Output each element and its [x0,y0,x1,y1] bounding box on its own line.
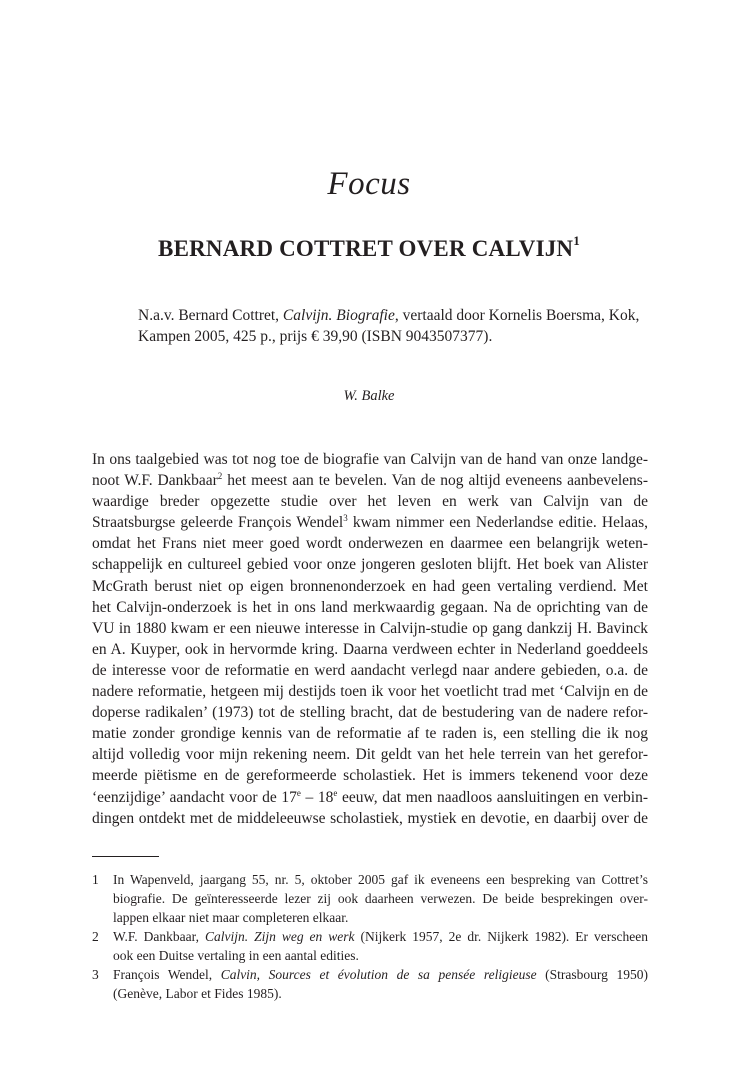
body-line: waardige breder opgezette studie over het leven en werk van Calvijn van de [92,493,648,511]
reviewed-book-reference [138,305,648,347]
footnote-text: W.F. Dankbaar, [113,929,205,944]
footnote-1 [92,870,648,927]
body-text-segment: kwam nimmer een Nederlandse editie. Helaas, [347,514,648,532]
cited-book-title: Calvin, Sources et évolution de sa pensée religieuse [220,967,537,982]
body-line: altijd volledig voor mijn rekening neem. Dit geldt van het hele terrein van het gerefor- [92,746,648,764]
article-title-text: BERNARD COTTRET OVER CALVIJN [158,236,574,261]
footnote-text: (Strasbourg 1950) [536,967,648,982]
body-line: het Calvijn-onderzoek is het in ons land merkwaardig gegaan. Na de oprichting van de [92,598,648,616]
body-line [92,512,648,533]
body-line: dingen ontdekt met de middeleeuwse scholastiek, mystiek en devotie, en daarbij over de [92,809,648,827]
body-text-segment: ‘eenzijdige’ aandacht voor de 17 [92,788,297,806]
body-line: de interesse voor de reformatie en werd aandacht verlegd naar andere gebieden, o.a. de [92,661,648,679]
body-line: meerde piëtisme en de gereformeerde scholastiek. Het is immers tekenend voor deze [92,767,648,785]
footnote-line: biografie. De geïnteresseerde lezer zij ook daarheen verwezen. De beide besprekingen over- [113,891,648,906]
footnote-line: (Genève, Labor et Fides 1985). [113,986,282,1001]
footnote-text: François Wendel, [113,967,221,982]
body-line [92,470,648,491]
body-paragraph [92,449,648,829]
footnote-line [113,965,648,984]
article-title [0,233,738,262]
review-author: W. Balke [343,388,395,404]
footnote-number: 2 [92,929,99,944]
body-line: doperse radikalen’ (1973) tot de stelling bracht, dat de bestudering van de nadere refor- [92,704,648,722]
body-text-segment: het meest aan te bevelen. Van de nog altijd eveneens aanbevelens- [222,472,649,490]
review-ref-line-1 [138,305,648,326]
review-details: , vertaald door Kornelis Boersma, Kok, [394,307,640,324]
footnote-line: lappen elkaar niet maar completeren elkaar. [113,910,349,925]
body-line: schappelijk en cultureel gebied voor onze jongeren gesloten blijft. Het boek van Alister [92,556,648,574]
reviewed-book-title: Calvijn. Biografie [282,307,395,324]
body-line: omdat het Frans niet meer goed wordt onderwezen en daarmee een belangrijk weten- [92,535,648,553]
body-text-segment: eeuw, dat men naadloos aansluitingen en verbin- [337,788,649,806]
footnote-line [113,927,648,946]
body-line: McGrath berust niet op eigen bronnenonderzoek en had geen vertaling verdiend. Met [92,577,648,595]
body-line: In ons taalgebied was tot nog toe de biografie van Calvijn van de hand van onze landge- [92,451,648,468]
superscript: e [333,787,338,798]
body-line: en A. Kuyper, ook in hervormde kring. Daarna verdween echter in Nederland goeddeels [92,640,648,658]
footnotes [92,870,648,1003]
footnote-ref[interactable]: 3 [343,513,348,524]
footnote-number: 1 [92,872,99,887]
body-line: nadere reformatie, hetgeen mij destijds toen ik voor het voetlicht trad met ‘Calvijn en de [92,683,648,701]
footnote-3 [92,965,648,1003]
review-prefix: N.a.v. Bernard Cottret, [138,307,283,324]
section-label: Focus [327,166,411,202]
superscript: e [296,787,301,798]
review-ref-line-2: Kampen 2005, 425 p., prijs € 39,90 (ISBN 9043507377). [138,328,493,345]
body-line: matie zonder grondige kennis van de reformatie af te raden is, een stelling die ik nog [92,725,648,743]
footnote-text: (Nijkerk 1957, 2e dr. Nijkerk 1982). Er verscheen [354,929,648,944]
body-text-segment: noot W.F. Dankbaar [92,472,218,490]
body-text-segment: – 18 [300,788,334,806]
body-line [92,787,648,808]
body-text-segment: Straatsburgse geleerde François Wendel [92,514,344,532]
footnote-ref[interactable]: 2 [217,470,223,481]
footnote-number: 3 [92,967,99,982]
footnote-divider [92,856,159,857]
footnote-2 [92,927,648,965]
body-line: VU in 1880 kwam er een nieuwe interesse in Calvijn-studie op gang dankzij H. Bavinck [92,619,648,637]
title-footnote-ref: 1 [573,233,580,249]
footnote-line: ook een Duitse vertaling in een aantal edities. [113,948,359,963]
cited-book-title: Calvijn. Zijn weg en werk [204,929,355,944]
footnote-line: In Wapenveld, jaargang 55, nr. 5, oktober 2005 gaf ik eveneens een bespreking van Cottret’s [113,872,648,887]
